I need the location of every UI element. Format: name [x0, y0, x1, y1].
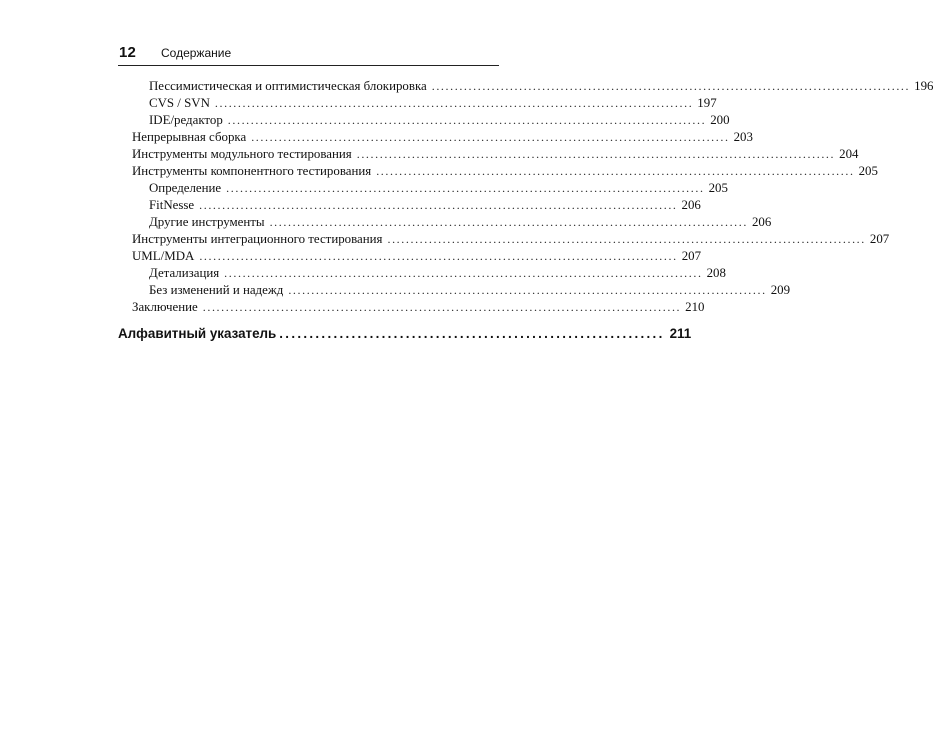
dot-leader: ........................................................................................................ — [288, 283, 767, 297]
toc-entry-cvs-svn[interactable] — [149, 95, 717, 112]
toc-entry-page: 205 — [708, 181, 728, 195]
toc-entry-page: 196 — [914, 79, 933, 93]
dot-leader: ........................................................................................................ — [387, 232, 866, 246]
toc-entry-title: Без изменений и надежд — [149, 283, 284, 297]
dot-leader: ........................................................................................................ — [269, 215, 748, 229]
toc-entry-unit-testing-tools[interactable] — [132, 146, 859, 163]
dot-leader: ........................................................................................................ — [227, 113, 707, 127]
dot-leader: ........................................................................................................ — [202, 300, 682, 314]
chapter-title: Алфавитный указатель — [118, 326, 277, 341]
page-number: 12 — [119, 44, 137, 61]
toc-entry-title: Пессимистическая и оптимистическая блокировка — [149, 79, 427, 93]
toc-entry-ide-editor[interactable] — [149, 112, 730, 129]
toc-entry-pessimistic-optimistic-locking[interactable] — [149, 78, 933, 95]
toc-entry-continuous-build[interactable] — [132, 129, 753, 146]
toc-entry-title: Другие инструменты — [149, 215, 265, 229]
toc-entry-title: Заключение — [132, 300, 198, 314]
toc-entry-title: UML/MDA — [132, 249, 195, 263]
dot-leader: ........................................................................................................ — [356, 147, 836, 161]
toc-entry-title: CVS / SVN — [149, 96, 210, 110]
dot-leader: ................................................................ — [279, 326, 665, 341]
dot-leader: ........................................................................................................ — [431, 79, 911, 93]
toc-entry-detailing[interactable] — [149, 265, 726, 282]
dot-leader: ........................................................................................................ — [199, 249, 678, 263]
dot-leader: ........................................................................................................ — [226, 181, 705, 195]
toc-entry-title: Инструменты интеграционного тестирования — [132, 232, 383, 246]
toc-entry-title: Определение — [149, 181, 222, 195]
toc-entry-title: Непрерывная сборка — [132, 130, 247, 144]
toc-entry-title: Инструменты компонентного тестирования — [132, 164, 372, 178]
toc-entry-page: 209 — [770, 283, 791, 297]
toc-entry-component-testing-tools[interactable] — [132, 163, 878, 180]
toc-entry-page: 208 — [706, 266, 726, 280]
toc-entry-without-changes-and-hopes[interactable] — [149, 282, 791, 299]
dot-leader: ........................................................................................................ — [376, 164, 855, 178]
chapter-page: 211 — [669, 326, 692, 341]
toc-entry-uml-mda[interactable] — [132, 248, 702, 265]
toc-entry-definition[interactable] — [149, 180, 728, 197]
toc-entry-page: 207 — [681, 249, 702, 263]
toc-entry-title: Инструменты модульного тестирования — [132, 147, 352, 161]
toc-entry-page: 206 — [681, 198, 701, 212]
toc-entry-page: 203 — [733, 130, 753, 144]
toc-entry-page: 204 — [839, 147, 859, 161]
running-title: Содержание — [161, 46, 232, 60]
toc-entry-page: 207 — [869, 232, 890, 246]
toc-entry-page: 210 — [685, 300, 705, 314]
page-header — [118, 43, 499, 66]
toc-entry-title: IDE/редактор — [149, 113, 223, 127]
toc-chapter-alphabetical-index[interactable] — [118, 323, 692, 345]
toc-entry-page: 200 — [710, 113, 730, 127]
toc-entry-integration-testing-tools[interactable] — [132, 231, 890, 248]
dot-leader: ........................................................................................................ — [199, 198, 678, 212]
toc-entry-fitnesse[interactable] — [149, 197, 701, 214]
dot-leader: ........................................................................................................ — [214, 96, 694, 110]
toc-entry-page: 206 — [751, 215, 772, 229]
toc-entry-other-tools[interactable] — [149, 214, 772, 231]
dot-leader: ........................................................................................................ — [251, 130, 730, 144]
toc-entry-page: 205 — [858, 164, 878, 178]
toc-entry-title: Детализация — [149, 266, 220, 280]
toc-entry-conclusion[interactable] — [132, 299, 705, 316]
dot-leader: ........................................................................................................ — [224, 266, 703, 280]
toc-entry-title: FitNesse — [149, 198, 195, 212]
toc-entry-page: 197 — [697, 96, 717, 110]
